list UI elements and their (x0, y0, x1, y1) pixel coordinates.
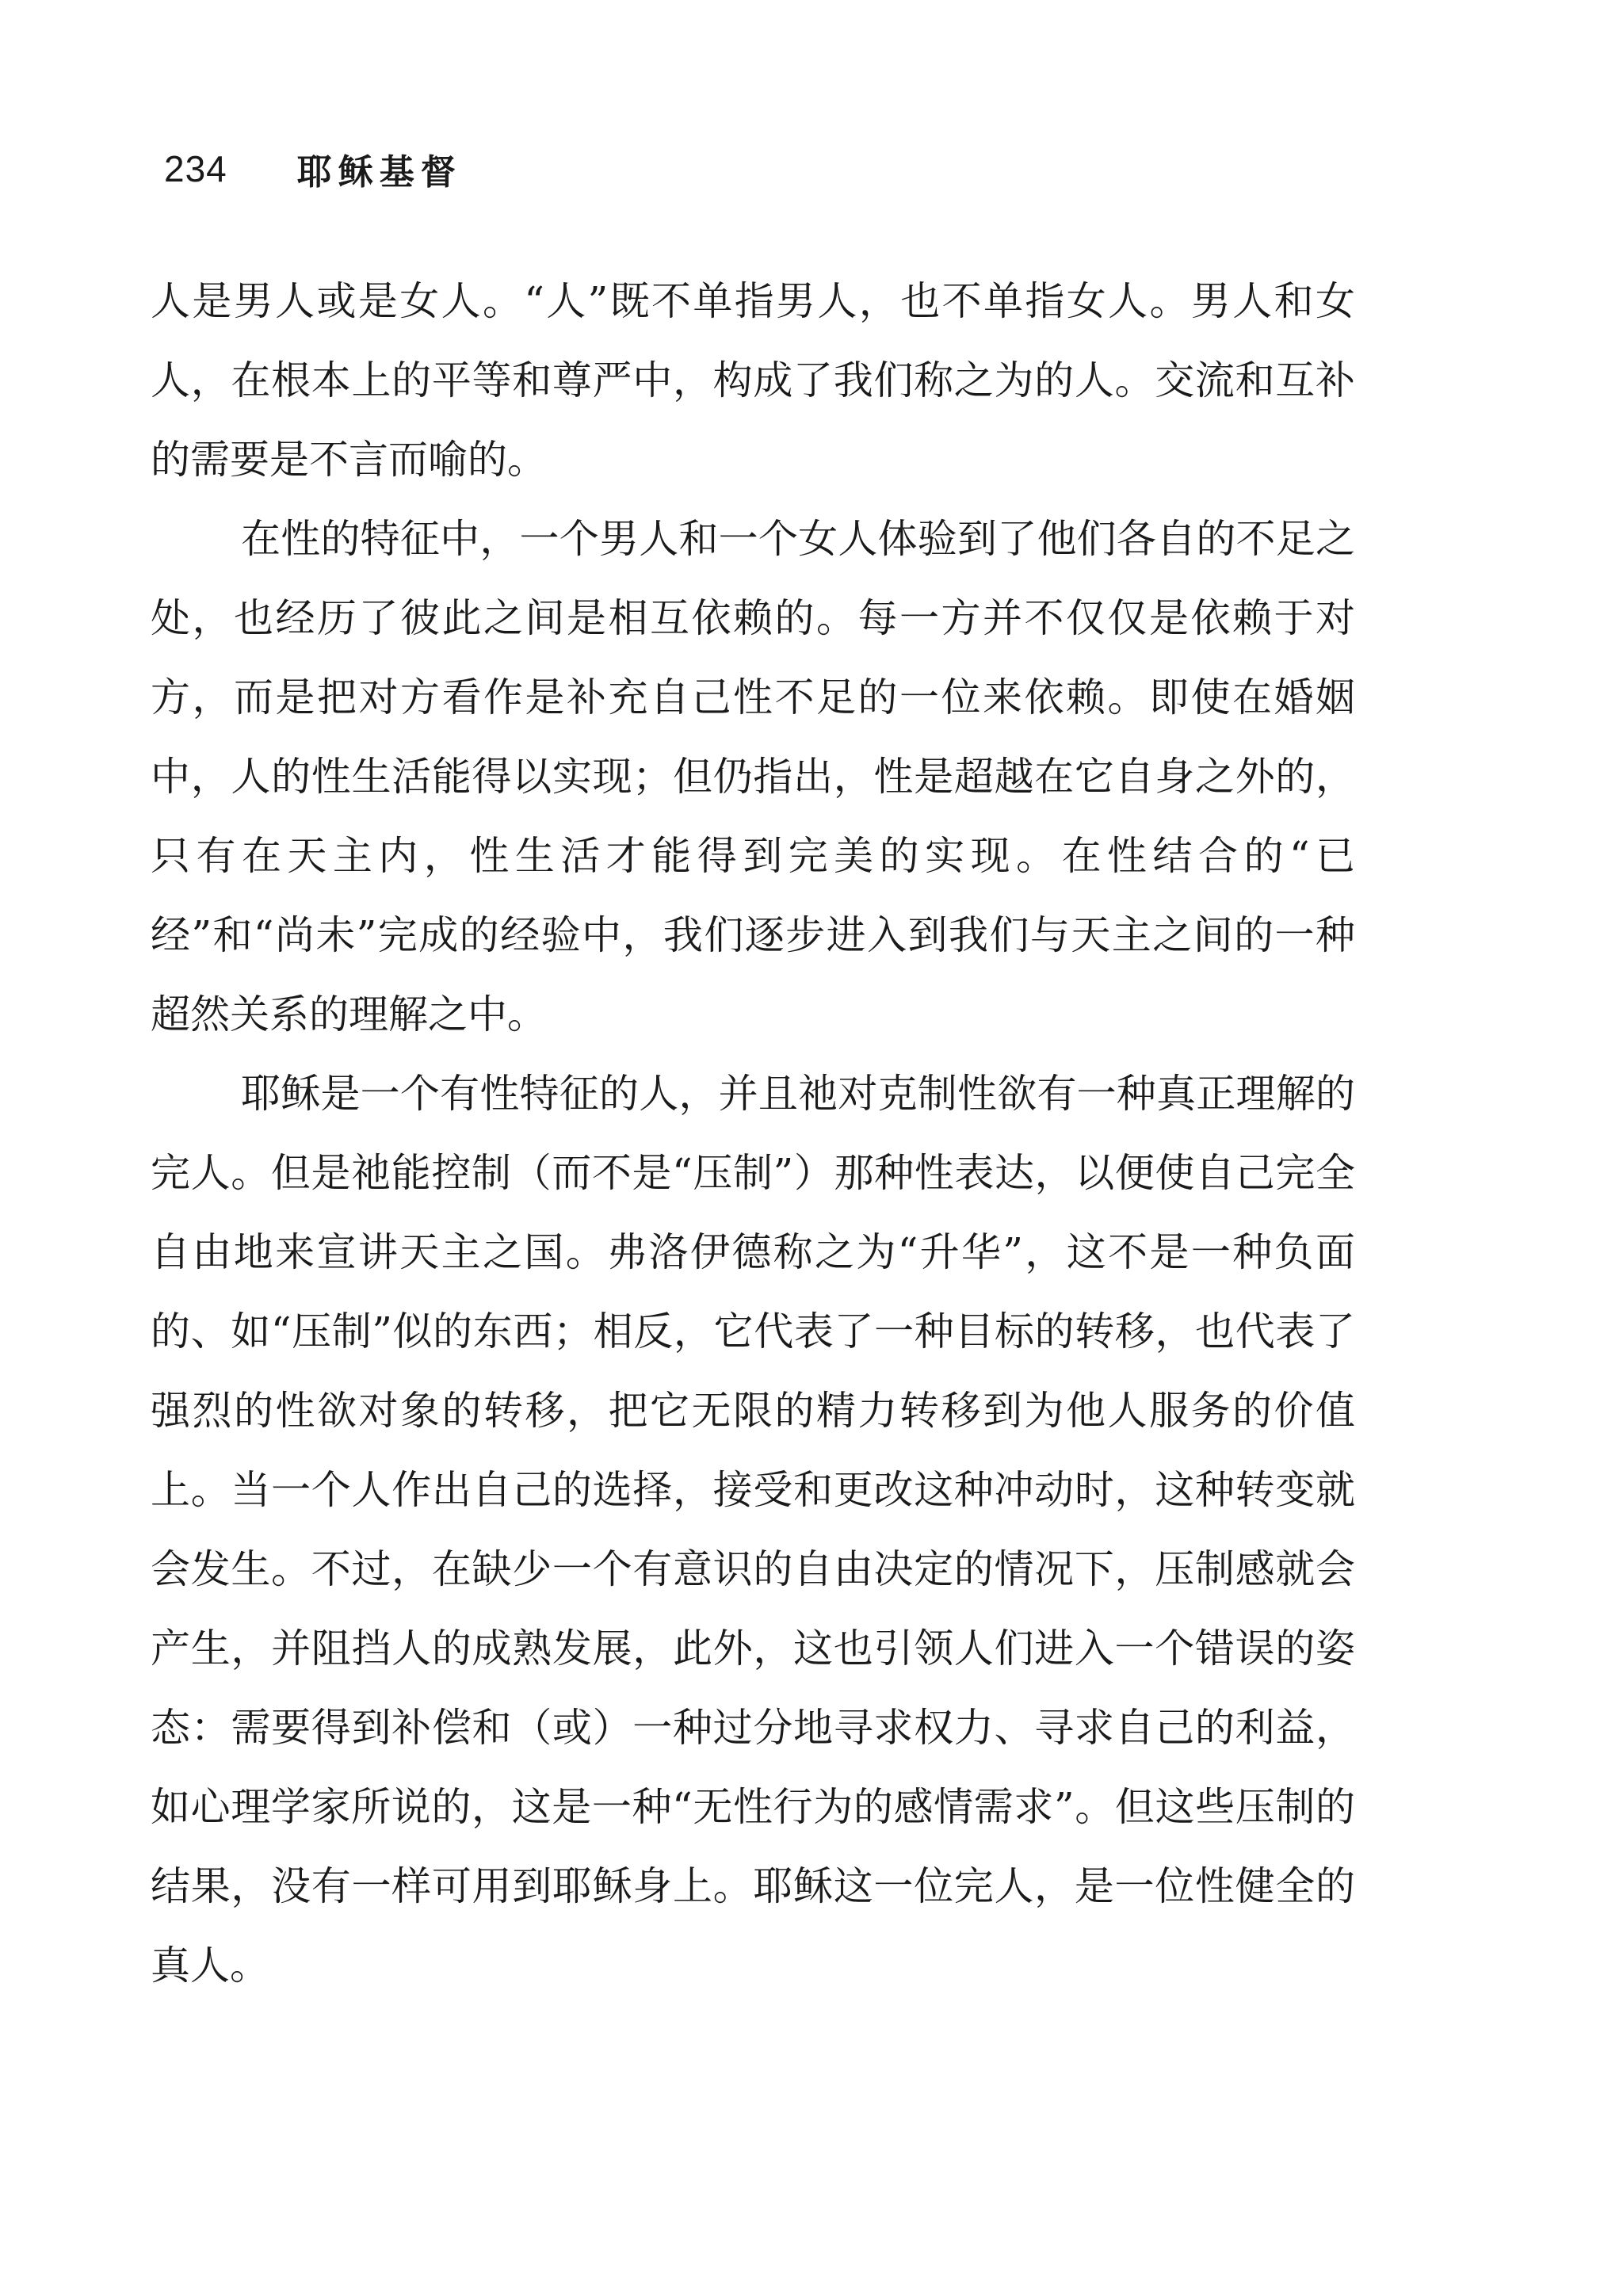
paragraph-sexual-characteristics: 在性的特征中，一个男人和一个女人体验到了他们各自的不足之处，也经历了彼此之间是相互依赖的。每一方并不仅仅是依赖于对方，而是把对方看作是补充自己性不足的一位来依赖。即使在婚姻中，人的性生活能得以实现；但仍指出，性是超越在它自身之外的，只有在天主内，性生活才能得到完美的实现。在性结合的“已经”和“尚未”完成的经验中，我们逐步进入到我们与天主之间的一种超然关系的理解之中。 (151, 516, 1355, 1037)
body-text (151, 262, 1355, 2005)
paragraph-continued: 人是男人或是女人。“人”既不单指男人，也不单指女人。男人和女人，在根本上的平等和尊严中，构成了我们称之为的人。交流和互补的需要是不言而喻的。 (151, 278, 1355, 483)
running-title: 耶稣基督 (296, 152, 462, 193)
page-number: 234 (164, 148, 227, 189)
running-head (164, 141, 462, 197)
paragraph-jesus-sublimation: 耶稣是一个有性特征的人，并且祂对克制性欲有一种真正理解的完人。但是祂能控制（而不是“压制”）那种性表达，以便使自己完全自由地来宣讲天主之国。弗洛伊德称之为“升华”，这不是一种负面的、如“压制”似的东西；相反，它代表了一种目标的转移，也代表了强烈的性欲对象的转移，把它无限的精力转移到为他人服务的价值上。当一个人作出自己的选择，接受和更改这种冲动时，这种转变就会发生。不过，在缺少一个有意识的自由决定的情况下，压制感就会产生，并阻挡人的成熟发展，此外，这也引领人们进入一个错误的姿态：需要得到补偿和（或）一种过分地寻求权力、寻求自己的利益，如心理学家所说的，这是一种“无性行为的感情需求”。但这些压制的结果，没有一样可用到耶稣身上。耶稣这一位完人，是一位性健全的真人。 (151, 1071, 1355, 1988)
